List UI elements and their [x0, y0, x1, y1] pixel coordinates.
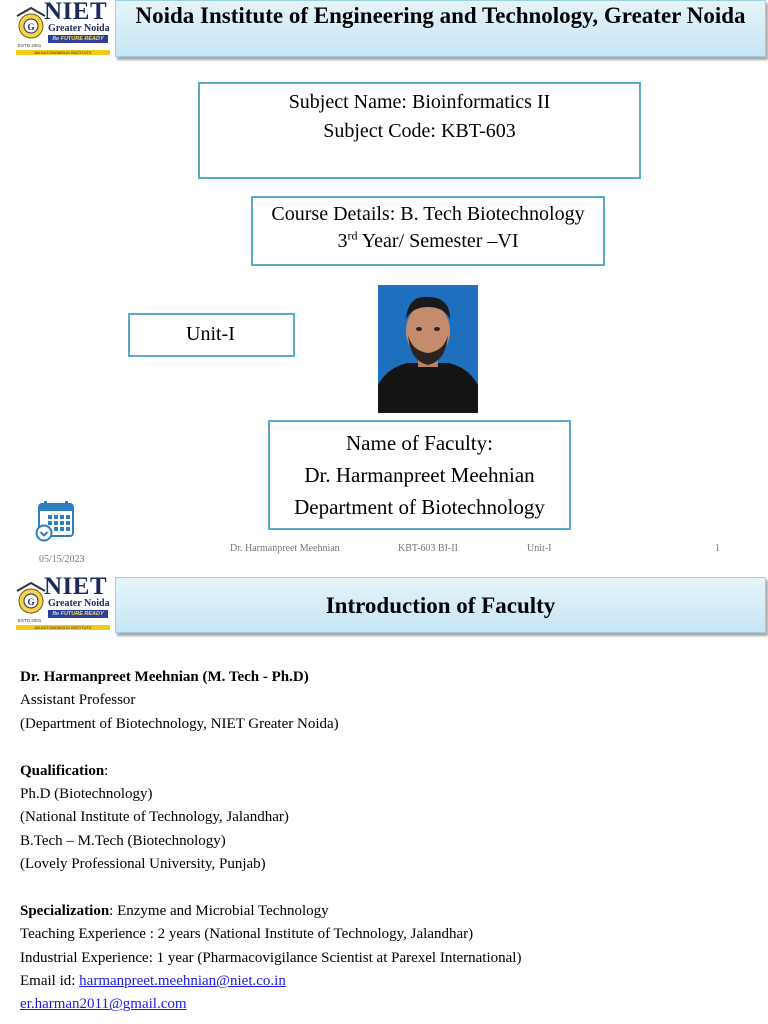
logo-strip: AN AUTONOMOUS INSTITUTE [16, 625, 110, 630]
footer-author: Dr. Harmanpreet Meehnian [230, 543, 340, 554]
email-link-gmail[interactable]: er.harman2011@gmail.com [20, 996, 187, 1013]
subject-code: Subject Code: KBT-603 [323, 120, 516, 142]
logo-tagline: Be FUTURE READY [48, 35, 108, 43]
logo-name: NIET [44, 0, 108, 25]
logo-strip: AN AUTONOMOUS INSTITUTE [16, 50, 110, 55]
faculty-intro [20, 666, 760, 1017]
slide1-title: Noida Institute of Engineering and Technology, Greater Noida [135, 3, 746, 28]
logo-tagline: Be FUTURE READY [48, 610, 108, 618]
calendar-icon [34, 500, 76, 542]
qualification-btech: B.Tech – M.Tech (Biotechnology) [20, 832, 226, 849]
faculty-box [268, 420, 571, 530]
email-line-2 [20, 993, 760, 1016]
niet-logo [14, 573, 110, 631]
industrial-experience: Industrial Experience: 1 year (Pharmacovigilance Scientist at Parexel International) [20, 949, 522, 966]
footer-unit: Unit-I [527, 543, 552, 554]
logo-estd: ESTD 2001 [18, 618, 42, 623]
niet-emblem-icon [14, 6, 48, 40]
footer-code: KBT-603 BI-II [398, 543, 458, 554]
faculty-label: Name of Faculty: [346, 431, 493, 455]
qualification-phd: Ph.D (Biotechnology) [20, 785, 153, 802]
faculty-department: Department of Biotechnology [294, 495, 545, 519]
faculty-name-line: Dr. Harmanpreet Meehnian (M. Tech - Ph.D) [20, 669, 309, 685]
unit-label: Unit-I [186, 323, 235, 345]
slide2-title-banner [115, 577, 766, 633]
course-box [251, 196, 605, 266]
svg-text:G: G [27, 597, 35, 607]
logo-name: NIET [44, 573, 108, 600]
niet-emblem-icon [14, 581, 48, 615]
affiliation: (Department of Biotechnology, NIET Greater Noida) [20, 715, 339, 732]
footer-date: 05/15/2023 [39, 554, 85, 565]
logo-estd: ESTD 2001 [18, 43, 42, 48]
email-link-niet[interactable]: harmanpreet.meehnian@niet.co.in [79, 973, 286, 990]
teaching-experience: Teaching Experience : 2 years (National Institute of Technology, Jalandhar) [20, 926, 474, 943]
year-semester: 3rd Year/ Semester –VI [337, 228, 519, 252]
faculty-photo [378, 285, 478, 413]
svg-text:G: G [27, 22, 35, 32]
subject-box [198, 82, 641, 179]
faculty-name: Dr. Harmanpreet Meehnian [304, 463, 535, 487]
designation: Assistant Professor [20, 692, 136, 709]
specialization: Specialization: Enzyme and Microbial Technology [20, 902, 329, 919]
qualification-heading: Qualification: [20, 762, 109, 779]
course-details: Course Details: B. Tech Biotechnology [271, 203, 585, 225]
logo-subtitle: Greater Noida [48, 598, 110, 609]
email-line: Email id: harmanpreet.meehnian@niet.co.in [20, 973, 286, 990]
subject-name: Subject Name: Bioinformatics II [288, 91, 551, 113]
logo-subtitle: Greater Noida [48, 23, 110, 34]
footer-page-number: 1 [715, 543, 720, 554]
niet-logo [14, 2, 110, 56]
slide1-title-banner [115, 0, 766, 57]
slide2-title: Introduction of Faculty [325, 593, 556, 618]
qualification-phd-institute: (National Institute of Technology, Jalandhar) [20, 809, 289, 826]
unit-box [128, 313, 295, 357]
qualification-btech-institute: (Lovely Professional University, Punjab) [20, 856, 266, 873]
